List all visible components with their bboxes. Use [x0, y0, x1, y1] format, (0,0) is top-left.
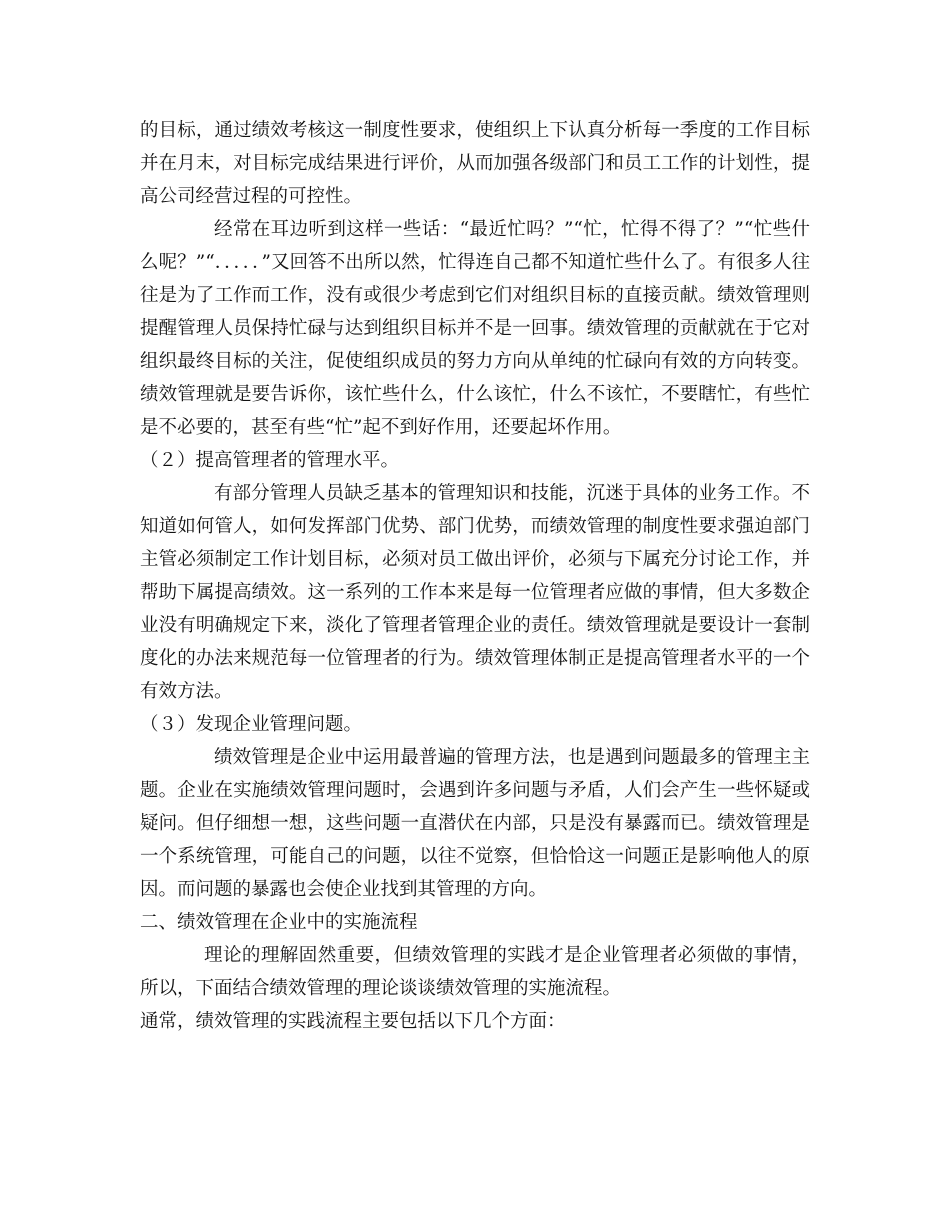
paragraph-busy-work: 经常在耳边听到这样一些话：“最近忙吗？”“忙，忙得不得了？”“忙些什么呢？”“．．．．．”又回答不出所以然，忙得连自己都不知道忙些什么了。有很多人往往是为了工作而工作，没有或很少考虑到它们对组织目标的直接贡献。绩效管理则提醒管理人员保持忙碌与达到组织目标并不是一回事。绩效管理的贡献就在于它对组织最终目标的关注，促使组织成员的努力方向从单纯的忙碌向有效的方向转变。绩效管理就是要告诉你，该忙些什么，什么该忙，什么不该忙，不要瞎忙，有些忙是不必要的，甚至有些“忙”起不到好作用，还要起坏作用。	[140, 219, 810, 438]
section-heading-find-problems: （３）发现企业管理问题。	[140, 714, 363, 735]
paragraph-intro-continuation: 的目标，通过绩效考核这一制度性要求，使组织上下认真分析每一季度的工作目标并在月末，对目标完成结果进行评价，从而加强各级部门和员工工作的计划性，提高公司经营过程的可控性。	[140, 120, 810, 207]
paragraph-theory-practice: 理论的理解固然重要，但绩效管理的实践才是企业管理者必须做的事情，所以，下面结合绩效管理的理论谈谈绩效管理的实施流程。	[140, 945, 810, 999]
paragraph-process-intro: 通常，绩效管理的实践流程主要包括以下几个方面：	[140, 1011, 566, 1032]
paragraph-management-skills: 有部分管理人员缺乏基本的管理知识和技能，沉迷于具体的业务工作。不知道如何管人，如何发挥部门优势、部门优势，而绩效管理的制度性要求强迫部门主管必须制定工作计划目标，必须对员工做出评价，必须与下属充分讨论工作，并帮助下属提高绩效。这一系列的工作本来是每一位管理者应做的事情，但大多数企业没有明确规定下来，淡化了管理者管理企业的责任。绩效管理就是要设计一套制度化的办法来规范每一位管理者的行为。绩效管理体制正是提高管理者水平的一个有效方法。	[140, 483, 810, 702]
paragraph-management-problems: 绩效管理是企业中运用最普遍的管理方法，也是遇到问题最多的管理主主题。企业在实施绩效管理问题时，会遇到许多问题与矛盾，人们会产生一些怀疑或疑问。但仔细想一想，这些问题一直潜伏在内部，只是没有暴露而已。绩效管理是一个系统管理，可能自己的问题，以往不觉察，但恰恰这一问题正是影响他人的原因。而问题的暴露也会使企业找到其管理的方向。	[140, 747, 810, 900]
section-heading-improve-management: （２）提高管理者的管理水平。	[140, 450, 400, 471]
document-page	[140, 114, 810, 1038]
section-heading-implementation-process: 二、绩效管理在企业中的实施流程	[140, 912, 418, 933]
